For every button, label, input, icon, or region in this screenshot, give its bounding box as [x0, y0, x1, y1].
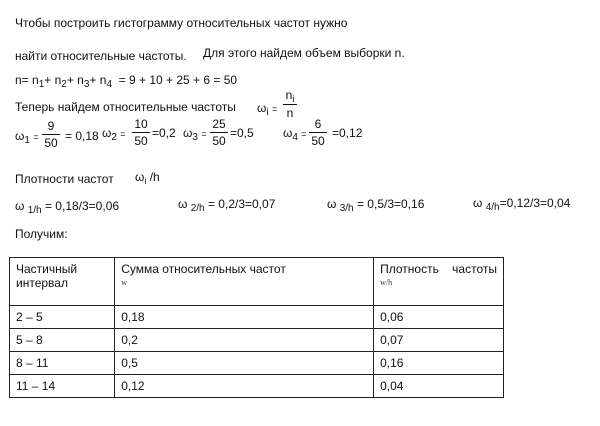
rf-num-sub: i: [292, 94, 295, 104]
omega-1-sub: 1: [24, 135, 30, 146]
density-2-rest: /h: [196, 203, 205, 214]
density-4-omega: ω: [473, 196, 483, 210]
cell-rel-freq: 0,18: [115, 306, 374, 329]
density-formula-omega: ω: [135, 170, 145, 184]
intro-line-2b: Для этого найдем объем выборки n.: [203, 46, 405, 60]
table-row: [10, 306, 504, 329]
intro-line-2a: найти относительные частоты.: [15, 49, 187, 63]
ss-sub-1: 1: [38, 79, 45, 90]
omega-2-eq: =: [120, 129, 126, 139]
density-title: Плотности частот: [15, 172, 114, 186]
intro-line-1: Чтобы построить гистограмму относительных частот нужно: [15, 16, 348, 30]
table-row: [10, 352, 504, 375]
rf-omega-sub: i: [266, 107, 269, 118]
rf-den: n: [286, 106, 294, 120]
density-item-3: [327, 197, 425, 214]
density-1-rest: /h: [33, 205, 42, 216]
header-rel-freq: [115, 258, 374, 306]
ss-plus-1: + n: [44, 73, 62, 87]
omega-4-fraction: [309, 117, 327, 148]
density-4-sub: 4: [485, 202, 492, 213]
header-density-note: w/h: [380, 278, 393, 287]
table-header-row: [10, 258, 504, 306]
cell-interval: 8 – 11: [10, 352, 115, 375]
header-rel-freq-note: w: [121, 278, 127, 287]
density-item-2: [178, 197, 276, 214]
density-1-sub: 1: [27, 205, 34, 216]
result-label: Получим:: [15, 227, 68, 241]
header-density-text: Плотность частоты: [380, 262, 497, 276]
cell-density: 0,16: [374, 352, 504, 375]
omega-3-sub: 3: [192, 132, 198, 143]
rf-eq: =: [271, 104, 278, 114]
ss-plus-3: + n: [89, 73, 107, 87]
omega-2-sub: 2: [111, 132, 117, 143]
density-item-1: [15, 199, 120, 216]
omega-1-eq: =: [33, 132, 39, 142]
density-formula-rest: /h: [149, 170, 160, 184]
density-3-rest: /h: [345, 203, 354, 214]
rf-num: n: [285, 88, 293, 102]
density-3-sub: 3: [339, 203, 346, 214]
density-3-omega: ω: [327, 197, 337, 211]
density-4-rest: /h: [491, 202, 500, 213]
omega-2-fraction: [132, 117, 150, 148]
density-formula: [135, 170, 160, 184]
omega-2-den: 50: [134, 134, 148, 148]
ss-sub-3: 3: [83, 79, 90, 90]
sample-size-formula: [15, 73, 238, 90]
ss-sub-4: 4: [106, 79, 112, 90]
rf-omega: ω: [257, 101, 267, 115]
omega-4-num: 6: [314, 117, 322, 131]
ss-sub-2: 2: [61, 79, 67, 90]
table-row: [10, 375, 504, 398]
omega-4-sub: 4: [292, 132, 298, 143]
omega-3-fraction: [210, 117, 228, 148]
density-formula-sub: i: [144, 176, 147, 186]
cell-interval: 5 – 8: [10, 329, 115, 352]
rel-freq-omega: [257, 101, 278, 118]
rel-freq-fraction: [283, 88, 297, 120]
omega-2-label: [102, 126, 126, 143]
omega-2-num: 10: [134, 117, 148, 131]
omega-4-label: [283, 126, 307, 143]
frequency-table: [9, 257, 504, 398]
header-interval-line1: Частичный: [16, 262, 78, 276]
cell-rel-freq: 0,5: [115, 352, 374, 375]
density-2-sub: 2: [190, 203, 197, 214]
density-2-omega: ω: [178, 197, 188, 211]
omega-1-label: [15, 129, 39, 146]
density-3-value: = 0,5/3=0,16: [356, 197, 425, 211]
omega-4-symbol: ω: [283, 126, 293, 140]
ss-rest: = 9 + 10 + 25 + 6 = 50: [118, 73, 238, 87]
omega-1-symbol: ω: [15, 129, 25, 143]
omega-1-den: 50: [44, 136, 58, 150]
omega-1-result: = 0,18: [65, 129, 99, 143]
omega-3-label: [183, 126, 207, 143]
header-density: [374, 258, 504, 306]
omega-3-den: 50: [212, 134, 226, 148]
omega-4-eq: =: [301, 129, 307, 139]
density-1-omega: ω: [15, 199, 25, 213]
omega-1-fraction: [42, 119, 60, 150]
omega-2-symbol: ω: [102, 126, 112, 140]
cell-rel-freq: 0,12: [115, 375, 374, 398]
omega-3-result: =0,5: [230, 126, 254, 140]
omega-3-symbol: ω: [183, 126, 193, 140]
density-1-value: = 0,18/3=0,06: [44, 199, 120, 213]
table-row: [10, 329, 504, 352]
density-2-value: = 0,2/3=0,07: [207, 197, 276, 211]
cell-interval: 2 – 5: [10, 306, 115, 329]
header-interval-line2: интервал: [16, 276, 68, 290]
cell-rel-freq: 0,2: [115, 329, 374, 352]
cell-density: 0,04: [374, 375, 504, 398]
omega-4-result: =0,12: [332, 126, 363, 140]
omega-3-num: 25: [212, 117, 226, 131]
ss-prefix: n= n: [15, 73, 39, 87]
omega-1-num: 9: [47, 119, 55, 133]
cell-density: 0,07: [374, 329, 504, 352]
omega-4-den: 50: [311, 134, 325, 148]
density-4-value: =0,12/3=0,04: [499, 196, 571, 210]
ss-plus-2: + n: [66, 73, 84, 87]
cell-density: 0,06: [374, 306, 504, 329]
rel-freq-text: Теперь найдем относительные частоты: [15, 100, 236, 114]
omega-3-eq: =: [201, 129, 207, 139]
omega-2-result: =0,2: [152, 126, 176, 140]
cell-interval: 11 – 14: [10, 375, 115, 398]
header-interval: [10, 258, 115, 306]
header-rel-freq-text: Сумма относительных частот: [121, 262, 286, 276]
density-item-4: [473, 196, 571, 213]
